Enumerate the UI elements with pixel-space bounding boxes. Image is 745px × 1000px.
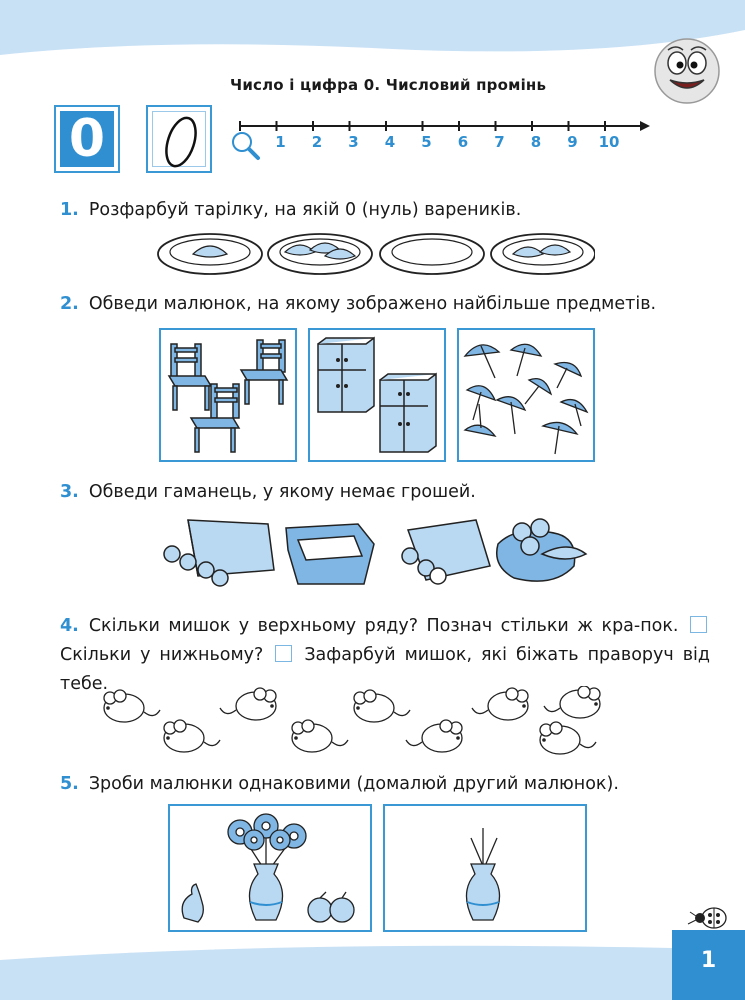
bottom-decorative-band xyxy=(0,930,672,1000)
handwriting-box xyxy=(146,105,212,173)
wallet-4[interactable] xyxy=(497,519,586,581)
task-2: 2. Обведи малюнок, на якому зображено найбільше предметів. xyxy=(60,294,657,314)
number-line-label: 5 xyxy=(421,133,432,151)
mouse-top-1[interactable] xyxy=(104,690,160,722)
mouse-top-4[interactable] xyxy=(472,688,528,720)
umbrellas-picture[interactable] xyxy=(457,328,595,462)
number-line-label: 8 xyxy=(530,133,542,151)
mouse-bottom-3[interactable] xyxy=(406,720,462,752)
plate-3-empty[interactable] xyxy=(380,234,484,274)
mice-rows xyxy=(92,686,612,760)
ladybug-icon xyxy=(684,904,732,932)
task-5: 5. Зроби малюнки однаковими (домалюй другий малюнок). xyxy=(60,774,619,794)
task-3: 3. Обведи гаманець, у якому немає грошей. xyxy=(60,482,476,502)
mouse-top-3[interactable] xyxy=(354,690,410,722)
chairs-picture[interactable] xyxy=(159,328,297,462)
plate-2[interactable] xyxy=(268,234,372,274)
wardrobes-picture[interactable] xyxy=(308,328,446,462)
number-line xyxy=(226,112,656,172)
umbrella-icon xyxy=(459,330,593,460)
task-1: 1. Розфарбуй тарілку, на якій 0 (нуль) вареників. xyxy=(60,200,522,220)
wallet-2-empty[interactable] xyxy=(286,524,374,584)
answer-box-bottom[interactable] xyxy=(275,645,292,662)
mouse-bottom-1[interactable] xyxy=(164,720,220,752)
handwritten-zero-icon xyxy=(156,113,206,171)
number-line-label: 6 xyxy=(457,133,469,151)
wardrobe-icon xyxy=(310,330,444,460)
wallet-1[interactable] xyxy=(164,520,274,586)
vase-empty-icon xyxy=(385,806,585,930)
task-4: 4. Скільки мишок у верхньому ряду? Познач стільки ж кра-пок. Скільки у нижньому? Зафарбуй мишок, які біжать праворуч від тебе. xyxy=(60,616,710,694)
draw-picture[interactable] xyxy=(383,804,587,932)
number-line-label: 7 xyxy=(494,133,505,151)
top-decorative-band xyxy=(0,0,745,60)
number-line-label: 1 xyxy=(275,133,286,151)
mouse-bottom-2[interactable] xyxy=(292,720,348,752)
number-line-label: 10 xyxy=(598,133,620,151)
mouse-top-2[interactable] xyxy=(220,688,276,720)
page-title: Число і цифра 0. Числовий промінь xyxy=(230,76,547,94)
chair-icon xyxy=(161,330,295,460)
mouse-top-5[interactable] xyxy=(544,686,600,718)
page-number: 1 xyxy=(672,930,745,1000)
answer-box-top[interactable] xyxy=(690,616,707,633)
plates-row xyxy=(155,228,595,280)
digit-zero: 0 xyxy=(60,111,114,167)
smiley-mascot-icon xyxy=(652,36,722,106)
number-line-label: 9 xyxy=(567,133,578,151)
plate-1[interactable] xyxy=(158,234,262,274)
number-line-label: 2 xyxy=(311,133,323,151)
wallets-row xyxy=(158,510,598,590)
number-line-label: 4 xyxy=(384,133,396,151)
wallet-3[interactable] xyxy=(402,520,490,584)
mouse-bottom-4[interactable] xyxy=(540,722,596,754)
complete-picture xyxy=(168,804,372,932)
digit-box xyxy=(54,105,120,173)
vase-with-flowers-icon xyxy=(170,806,370,930)
plate-4[interactable] xyxy=(491,234,595,274)
number-line-label: 3 xyxy=(348,133,359,151)
